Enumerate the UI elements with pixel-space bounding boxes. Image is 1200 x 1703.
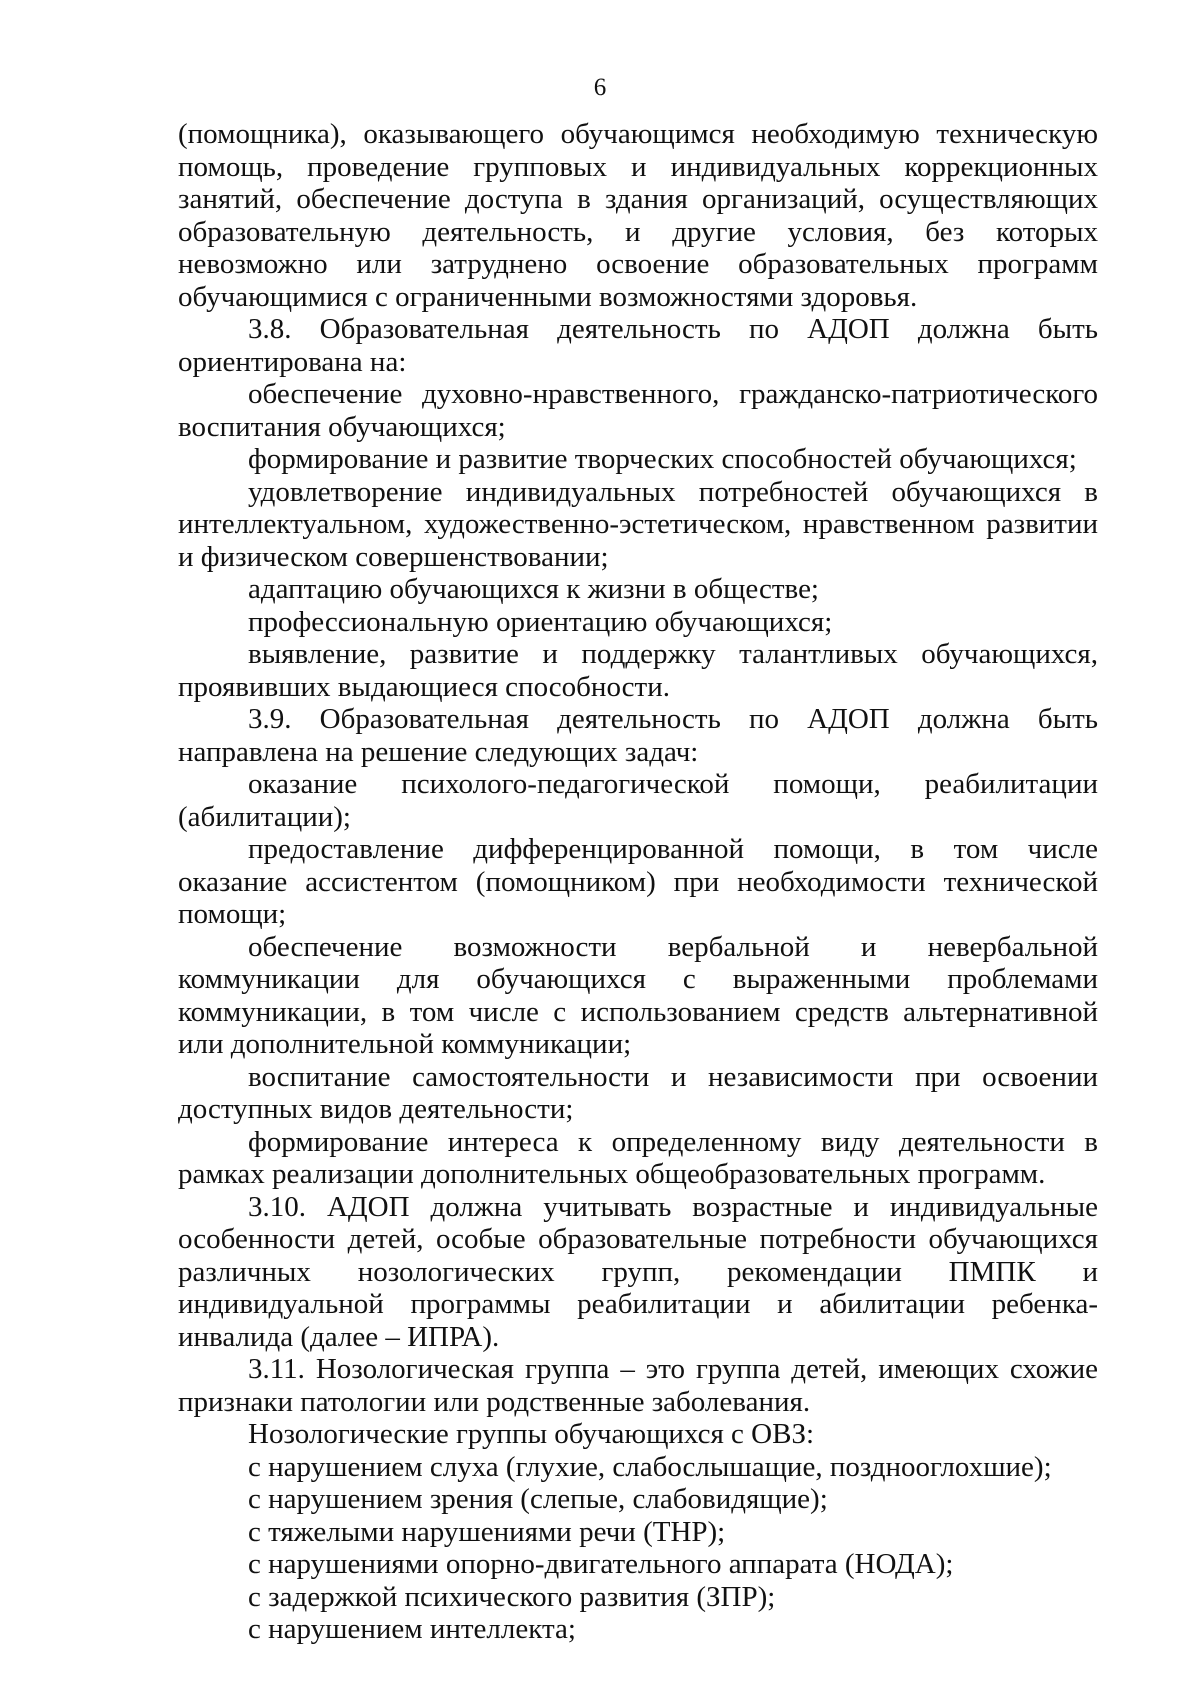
- list-item: воспитание самостоятельности и независимости при освоении доступных видов деятельности;: [178, 1060, 1098, 1125]
- list-item: обеспечение духовно-нравственного, гражданско-патриотического воспитания обучающихся;: [178, 378, 1098, 443]
- document-body: [178, 118, 1098, 1646]
- paragraph-clause-3-11: 3.11. Нозологическая группа – это группа детей, имеющих схожие признаки патологии или родственные заболевания.: [178, 1353, 1098, 1418]
- paragraph-clause-3-10: 3.10. АДОП должна учитывать возрастные и индивидуальные особенности детей, особые образовательные потребности обучающихся различных нозологических групп, рекомендации ПМПК и индивидуальной программы реабилитации и абилитации ребенка-инвалида (далее – ИПРА).: [178, 1190, 1098, 1353]
- paragraph-clause-3-8: 3.8. Образовательная деятельность по АДОП должна быть ориентирована на:: [178, 313, 1098, 378]
- list-item: с тяжелыми нарушениями речи (ТНР);: [248, 1515, 726, 1548]
- list-item: адаптацию обучающихся к жизни в обществе;: [248, 573, 819, 605]
- list-item: с нарушением интеллекта;: [248, 1613, 576, 1645]
- list-item: с нарушением слуха (глухие, слабослышащие, позднооглохшие);: [248, 1450, 1052, 1483]
- list-item: оказание психолого-педагогической помощи, реабилитации (абилитации);: [178, 768, 1098, 833]
- list-item: выявление, развитие и поддержку талантливых обучающихся, проявивших выдающиеся способности.: [178, 638, 1098, 703]
- paragraph-clause-3-9: 3.9. Образовательная деятельность по АДОП должна быть направлена на решение следующих задач:: [178, 703, 1098, 768]
- list-item: предоставление дифференцированной помощи, в том числе оказание ассистентом (помощником) при необходимости технической помощи;: [178, 833, 1098, 930]
- list-item: обеспечение возможности вербальной и невербальной коммуникации для обучающихся с выраженными проблемами коммуникации, в том числе с использованием средств альтернативной или дополнительной коммуникации;: [178, 930, 1098, 1060]
- list-heading: Нозологические группы обучающихся с ОВЗ:: [248, 1418, 815, 1450]
- list-item: формирование и развитие творческих способностей обучающихся;: [248, 443, 1077, 475]
- paragraph-continuation: (помощника), оказывающего обучающимся необходимую техническую помощь, проведение групповых и индивидуальных коррекционных занятий, обеспечение доступа в здания организаций, осуществляющих образовательную деятельность, и другие условия, без которых невозможно или затруднено освоение образовательных программ обучающимися с ограниченными возможностями здоровья.: [178, 118, 1098, 313]
- list-item: с задержкой психического развития (ЗПР);: [248, 1580, 776, 1613]
- list-item: с нарушениями опорно-двигательного аппарата (НОДА);: [248, 1548, 954, 1580]
- list-item: профессиональную ориентацию обучающихся;: [248, 605, 833, 638]
- list-item: удовлетворение индивидуальных потребностей обучающихся в интеллектуальном, художественно-эстетическом, нравственном развитии и физическом совершенствовании;: [178, 475, 1098, 573]
- page-number: 6: [593, 74, 607, 101]
- list-item: формирование интереса к определенному виду деятельности в рамках реализации дополнительных общеобразовательных программ.: [178, 1125, 1098, 1190]
- list-item: с нарушением зрения (слепые, слабовидящие);: [248, 1483, 828, 1515]
